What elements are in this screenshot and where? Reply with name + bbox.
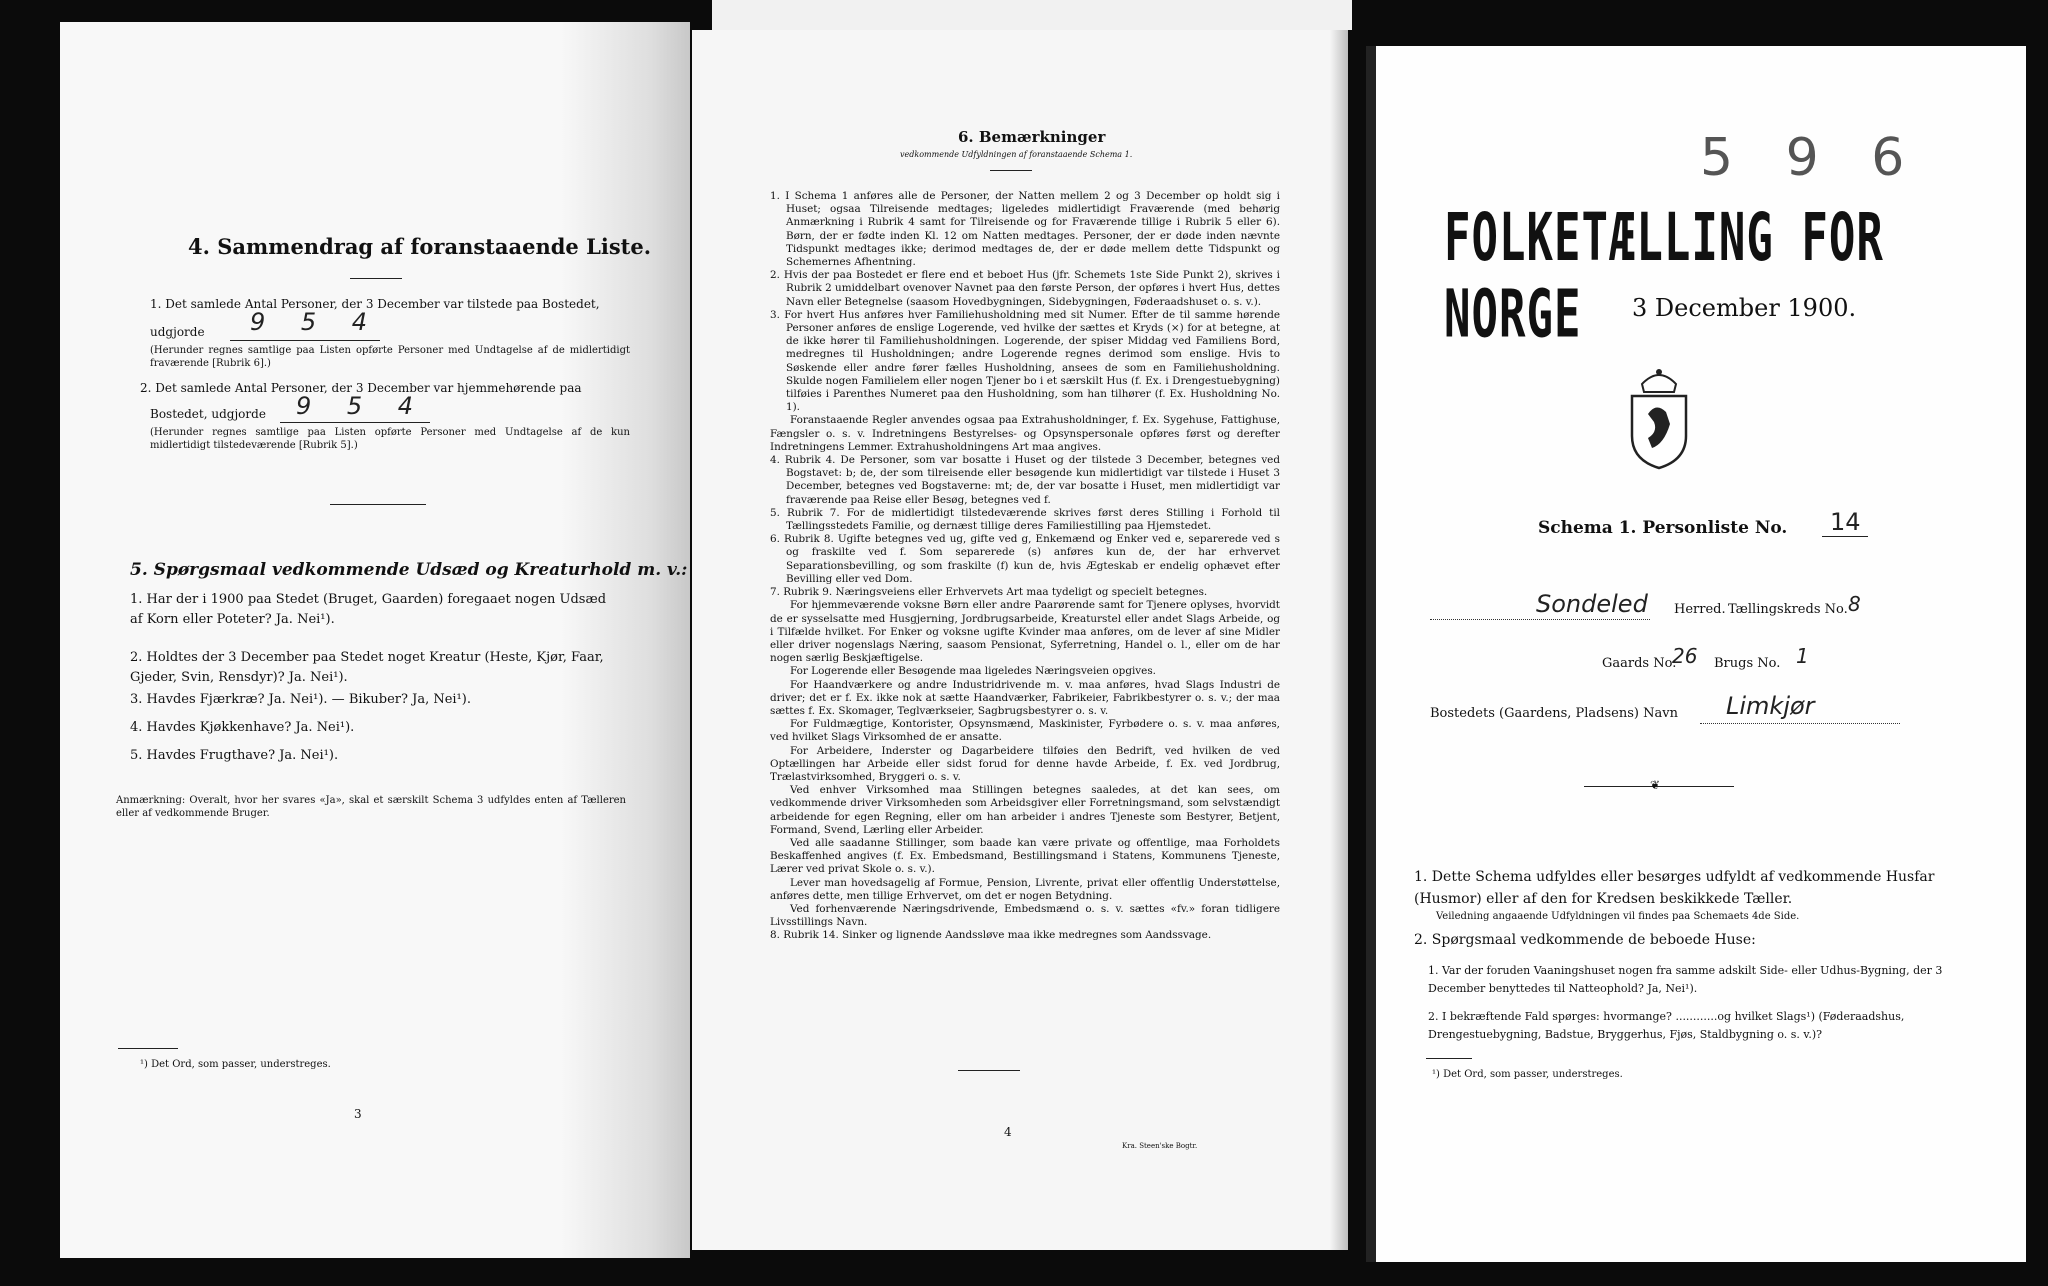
answer-line bbox=[1700, 722, 1900, 724]
summary-q2-note: (Herunder regnes samtlige paa Listen opførte Personer med Undtagelse af de kun midlertidigt tilstedeværende [Rubrik 5].) bbox=[150, 427, 630, 451]
instruction-2-question-1: 1. Var der foruden Vaaningshuset nogen fra samme adskilt Side- eller Udhus-Bygning, der 3 December benyttedes til Natteophold? Ja, Nei¹). bbox=[1428, 964, 1943, 995]
s5-question-1: 1. Har der i 1900 paa Stedet (Bruget, Gaarden) foregaaet nogen Udsæd af Korn eller Poteter? Ja. Nei¹). bbox=[130, 592, 607, 627]
remark-item: Ved forhenværende Næringsdrivende, Embedsmænd o. s. v. sættes «fv.» foran tidligere Livsstillings Navn. bbox=[770, 902, 1280, 929]
personliste-number: 14 bbox=[1830, 508, 1861, 536]
remark-item: Lever man hovedsagelig af Formue, Pension, Livrente, privat eller offentlig Understøttelse, anføres dette, men tillige Erhvervet, om det er nogen Betydning. bbox=[770, 876, 1280, 902]
answer-line bbox=[1822, 536, 1868, 537]
s5-question-5: 5. Havdes Frugthave? Ja. Nei¹). bbox=[130, 748, 339, 763]
census-date: 3 December 1900. bbox=[1632, 294, 1857, 322]
coat-of-arms-icon bbox=[1624, 362, 1694, 472]
page-number: 4 bbox=[1004, 1125, 1012, 1139]
footnote: ¹) Det Ord, som passer, understreges. bbox=[1432, 1069, 1623, 1080]
remark-item: 2. Hvis der paa Bostedet er flere end et beboet Hus (jfr. Schemets 1ste Side Punkt 2), skrives i Rubrik 2 umiddelbart ovenover Navnet paa den første Person, der opføres i hvert Hus, dettes Navn eller Betegnelse (saasom Hovedbygningen, Sidebygningen, Føderaadshuset o. s. v.). bbox=[770, 269, 1280, 308]
remark-item: For Arbeidere, Inderster og Dagarbeidere tilføies den Bedrift, ved hvilken de ved Optællingen har Arbeide eller sidst forud for denne havde Arbeide, f. Ex. ved Jordbrug, Trælastvirksomhed, Bryggeri o. s. v. bbox=[770, 744, 1280, 783]
brugs-label: Brugs No. bbox=[1714, 656, 1781, 671]
divider bbox=[330, 504, 426, 505]
ornament-icon: ❦ bbox=[1650, 778, 1661, 792]
gaards-label: Gaards No. bbox=[1602, 656, 1677, 671]
s5-remark: Anmærkning: Overalt, hvor her svares «Ja», skal et særskilt Schema 3 udfyldes enten af Tælleren eller af vedkommende Bruger. bbox=[116, 795, 626, 819]
archive-number: 5 9 6 bbox=[1700, 128, 1923, 188]
summary-q1-label: udgjorde bbox=[150, 325, 205, 339]
s5-question-3: 3. Havdes Fjærkræ? Ja. Nei¹). — Bikuber? Ja, Nei¹). bbox=[130, 692, 471, 707]
herred-value: Sondeled bbox=[1536, 590, 1648, 618]
section-5-title: 5. Spørgsmaal vedkommende Udsæd og Kreaturhold m. v.: bbox=[130, 560, 688, 580]
remark-item: 8. Rubrik 14. Sinker og lignende Aandssløve maa ikke medregnes som Aandssvage. bbox=[770, 929, 1212, 942]
summary-q2-value: 9 5 4 bbox=[296, 392, 428, 420]
schema-label: Schema 1. Personliste No. bbox=[1538, 518, 1788, 538]
remark-item: 4. Rubrik 4. De Personer, som var bosatte i Huset og der tilstede 3 December, betegnes ved Bogstavet: b; de, der som tilreisende eller besøgende kun midlertidigt var tilstede i Huset 3 December, betegnes ved Bogstaverne: mt; de, der var bosatte i Huset, men midlertidigt var fraværende paa Reise eller Besøg, betegnes ved f. bbox=[770, 454, 1280, 506]
s5-question-4: 4. Havdes Kjøkkenhave? Ja. Nei¹). bbox=[130, 720, 355, 735]
summary-q1: 1. Det samlede Antal Personer, der 3 December var tilstede paa Bostedet, bbox=[150, 297, 600, 311]
answer-line bbox=[1430, 618, 1650, 620]
divider bbox=[350, 278, 402, 279]
bosted-value: Limkjør bbox=[1726, 692, 1815, 720]
instruction-1: 1. Dette Schema udfyldes eller besørges udfyldt af vedkommende Husfar (Husmor) eller af den for Kredsen beskikkede Tæller. bbox=[1414, 869, 1935, 907]
instruction-2-question-2: 2. I bekræftende Fald spørges: hvormange? ............og hvilket Slags¹) (Føderaadshus, Drengestuebygning, Badstue, Bryggerhus, Fjøs, Staldbygning o. s. v.)? bbox=[1428, 1010, 1905, 1041]
remark-item: Ved enhver Virksomhed maa Stillingen betegnes saaledes, at det kan sees, om vedkommende driver Virksomheden som Arbeidsgiver eller Forretningsmand, som selvstændigt arbeidende for egen Regning, eller om han arbeider i andres Tjeneste som Bestyrer, Betjent, Formand, Svend, Lærling eller Arbeider. bbox=[770, 784, 1280, 836]
summary-q2-label: Bostedet, udgjorde bbox=[150, 407, 266, 421]
page-edge-shadow bbox=[1330, 30, 1348, 1250]
remark-item: 7. Rubrik 9. Næringsveiens eller Erhvervets Art maa tydeligt og specielt betegnes. bbox=[770, 586, 1208, 599]
s5-question-2: 2. Holdtes der 3 December paa Stedet noget Kreatur (Heste, Kjør, Faar, Gjeder, Svin, Rensdyr)? Ja. Nei¹). bbox=[130, 650, 604, 685]
document-title: FOLKETÆLLING FOR NORGE bbox=[1444, 200, 1884, 353]
underlying-page bbox=[712, 0, 1352, 30]
page-number: 3 bbox=[354, 1107, 362, 1121]
section-4-title: 4. Sammendrag af foranstaaende Liste. bbox=[188, 234, 652, 259]
brugs-value: 1 bbox=[1796, 644, 1809, 668]
remark-item: For Haandværkere og andre Industridrivende m. v. maa anføres, hvad Slags Industri de driver; det er f. Ex. ikke nok at sætte Haandværker, Fabrikeier, Fabrikbestyrer o. s. v.; der maa sættes f. Ex. Skomager, Teglværkseier, Sagbrugsbestyrer o. s. v. bbox=[770, 678, 1280, 717]
answer-line bbox=[280, 422, 430, 423]
instruction-1-note: Veiledning angaaende Udfyldningen vil findes paa Schemaets 4de Side. bbox=[1436, 911, 1800, 922]
binding-edge bbox=[1366, 46, 1376, 1262]
herred-label: Herred. bbox=[1674, 602, 1726, 617]
remark-item: Ved alle saadanne Stillinger, som baade kan være private og offentlige, maa Forholdets Beskaffenhed angives (f. Ex. Embedsmand, Bestillingsmand i Statens, Kommunens Tjeneste, Lærer ved privat Skole o. s. v.). bbox=[770, 836, 1280, 876]
divider bbox=[990, 170, 1032, 171]
remark-item: For hjemmeværende voksne Børn eller andre Paarørende samt for Tjenere oplyses, hvorvidt de er sysselsatte med Husgjerning, Jordbrugsarbeide, Kreaturstel eller andet Slags Arbeide, og i Tilfælde hvilket. For Enker og voksne ugifte Kvinder maa anføres, om de lever af sine Midler eller driver nogenslags Næring, saasom Pensionat, Syferretning, Handel o. l., eller om de har nogen særlig Beskjæftigelse. bbox=[770, 599, 1280, 665]
printer-mark: Kra. Steen'ske Bogtr. bbox=[1122, 1142, 1198, 1150]
page-fold-shadow bbox=[560, 22, 690, 1258]
remark-item: Foranstaaende Regler anvendes ogsaa paa Extrahusholdninger, f. Ex. Sygehuse, Fattighuse, Fængsler o. s. v. Indretningens Bestyrelses- og Opsynspersonale opføres først og derefter Indretningens Lemmer. Extrahusholdningens Art maa angives. bbox=[770, 414, 1280, 453]
remark-item: For Fuldmægtige, Kontorister, Opsynsmænd, Maskinister, Fyrbødere o. s. v. maa anføres, ved hvilket Slags Virksomhed de er ansatte. bbox=[770, 718, 1280, 744]
gaards-value: 26 bbox=[1672, 644, 1698, 668]
divider bbox=[118, 1048, 178, 1049]
kreds-label: Tællingskreds No. bbox=[1728, 602, 1848, 617]
summary-q1-note: (Herunder regnes samtlige paa Listen opførte Personer med Undtagelse af de midlertidigt fraværende [Rubrik 6].) bbox=[150, 345, 630, 369]
bosted-label: Bostedets (Gaardens, Pladsens) Navn bbox=[1430, 706, 1678, 721]
remarks-subtitle: vedkommende Udfyldningen af foranstaaende Schema 1. bbox=[900, 150, 1133, 159]
remark-item: 6. Rubrik 8. Ugifte betegnes ved ug, gifte ved g, Enkemænd og Enker ved e, separerede ved s og fraskilte ved f. Som separerede (s) anføres kun de, der har erhvervet Separationsbevilling, og som fraskilte (f) kun de, hvis Ægteskab er endelig ophævet efter Bevilling eller ved Dom. bbox=[770, 533, 1280, 585]
answer-line bbox=[230, 340, 380, 341]
instruction-2: 2. Spørgsmaal vedkommende de beboede Huse: bbox=[1414, 932, 1756, 948]
remarks-title: 6. Bemærkninger bbox=[958, 128, 1106, 146]
remarks-list bbox=[770, 190, 1280, 943]
remark-item: For Logerende eller Besøgende maa ligeledes Næringsveien opgives. bbox=[790, 665, 1156, 678]
divider bbox=[958, 1070, 1020, 1071]
summary-q1-value: 9 5 4 bbox=[250, 308, 382, 336]
kreds-value: 8 bbox=[1848, 592, 1861, 616]
remark-item: 1. I Schema 1 anføres alle de Personer, der Natten mellem 2 og 3 December op holdt sig i Huset; ogsaa Tilreisende medtages; ligeledes midlertidigt Fraværende (med behørig Anmærkning i Rubrik 4 samt for Tilreisende og for Fraværende tillige i Rubrik 5 eller 6). Børn, der er fødte inden Kl. 12 om Natten medtages. Personer, der er døde inden nævnte Tidspunkt medtages ikke; derimod medtages de, der er døde mellem dette Tidspunkt og Schemernes Afhentning. bbox=[770, 190, 1280, 269]
divider bbox=[1426, 1058, 1472, 1059]
remark-item: 5. Rubrik 7. For de midlertidigt tilstedeværende skrives først deres Stilling i Forhold til Tællingsstedets Familie, og dernæst tillige deres Familiestilling paa Hjemstedet. bbox=[770, 506, 1280, 533]
remark-item: 3. For hvert Hus anføres hver Familiehusholdning med sit Numer. Efter de til samme hørende Personer anføres de enslige Logerende, ved hvilke der sættes et Kryds (×) for at betegne, at de ikke hører til Familiehusholdningen. Logerende, der spiser Middag ved Familiens Bord, medregnes til Husholdningen; andre Logerende regnes derimod som enslige. Hvis to Søskende eller andre fører fælles Husholdning, ansees de som en Familiehusholdning. Skulde nogen Familielem eller nogen Tjener bo i et særskilt Hus (f. Ex. i Drengestuebygning) tilføies i Parenthes Numeret paa den Husholdning, som han tilhører (f. Ex. Husholdning No. 1). bbox=[770, 308, 1280, 414]
summary-q2: 2. Det samlede Antal Personer, der 3 December var hjemmehørende paa bbox=[140, 381, 582, 395]
footnote: ¹) Det Ord, som passer, understreges. bbox=[140, 1059, 331, 1070]
